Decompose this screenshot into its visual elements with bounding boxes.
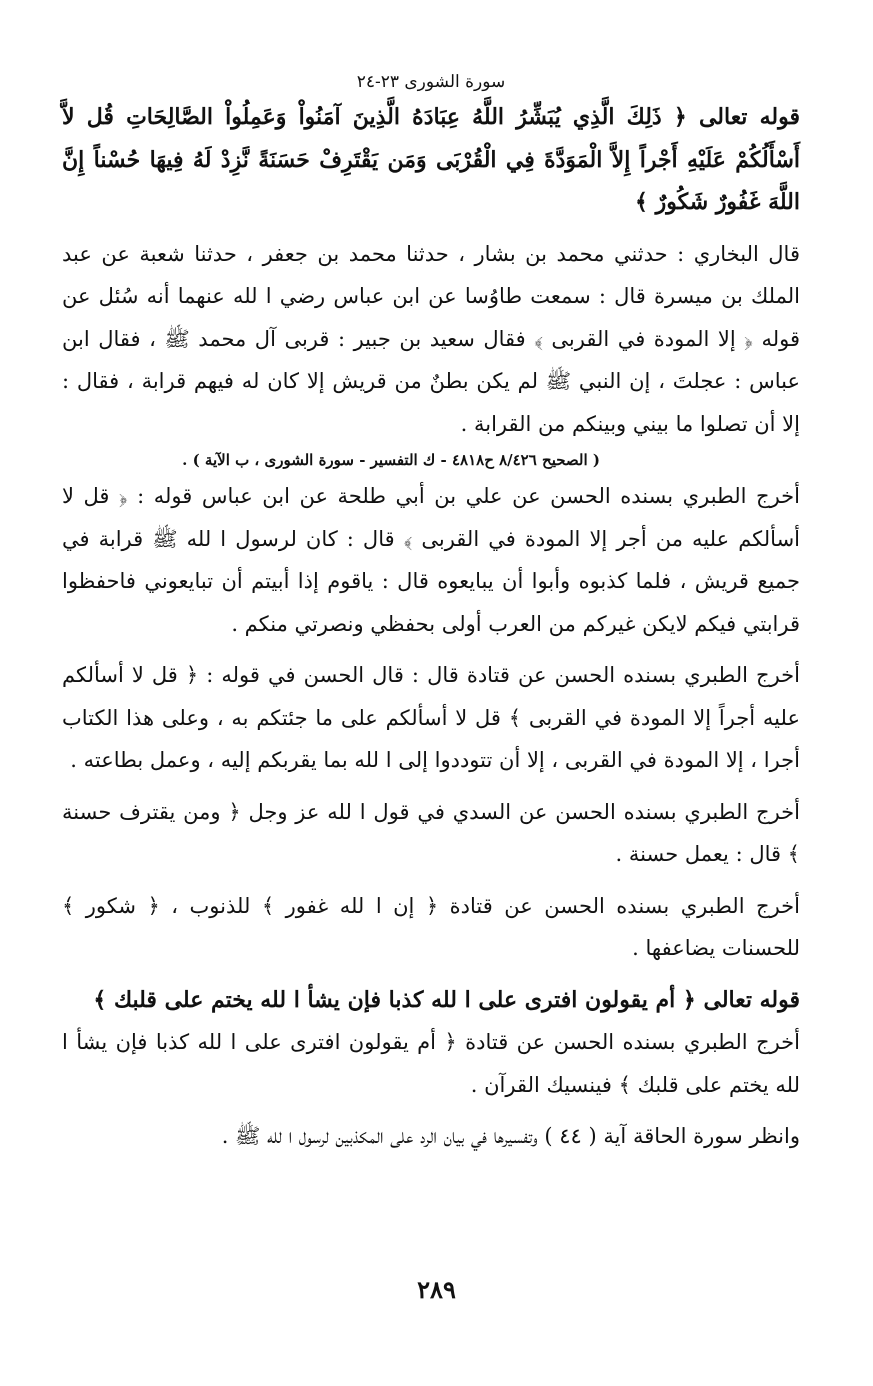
book-page [62,70,800,1350]
running-head: سورة الشورى ٢٣-٢٤ [356,72,506,92]
paragraph-bukhari: قال البخاري : حدثني محمد بن بشار ، حدثنا محمد بن جعفر ، حدثنا شعبة عن عبد الملك بن ميسرة قال : سمعت طاوُسا عن ابن عباس رضي ا لله عنهما أنه سُئل عن قوله ﴿ إلا المودة في القربى ﴾ فقال سعيد بن جبير : قربى آل محمد ﷺ ، فقال ابن عباس : عجلتَ ، إن النبي ﷺ لم يكن بطنٌ من قريش إلا كان له فيهم قرابة ، فقال : إلا أن تصلوا ما بيني وبينكم من القرابة . [62,241,800,436]
paragraph-see-also: وانظر سورة الحاقة آية ( ٤٤ ) وتفسيرها في بيان الرد على المكذبين لرسول ا لله ﷺ . [221,1124,800,1148]
paragraph-tabari-qatada-2: أخرج الطبري بسنده الحسن عن قتادة ﴿ أم يقولون افترى على ا لله كذبا فإن يشأ ا لله يختم على قلبك ﴾ فينسيك القرآن . [62,1030,800,1097]
paragraph-tabari-ibn-abbas: أخرج الطبري بسنده الحسن عن علي بن أبي طلحة عن ابن عباس قوله : ﴿ قل لا أسألكم عليه من أجر إلا المودة في القربى ﴾ قال : كان لرسول ا لله ﷺ قرابة في جميع قريش ، فلما كذبوه وأبوا أن يبايعوه قال : ياقوم إذا أبيتم أن تبايعوني فاحفظوا قرابتي فيكم لايكن غيركم من العرب أولى بحفظي ونصرتي منكم . [62,484,800,636]
hadith-reference: ( الصحيح ٨/٤٢٦ ح٤٨١٨ - ك التفسير - سورة الشورى ، ب الآية ) . [182,451,600,469]
page-number: ٢٨٩ [417,1275,456,1304]
paragraph-tabari-hasan: أخرج الطبري بسنده الحسن عن قتادة قال : قال الحسن في قوله : ﴿ قل لا أسألكم عليه أجراً إلا المودة في القربى ﴾ قل لا أسألكم على ما جئتكم به ، وعلى هذا الكتاب أجرا ، إلا المودة في القربى ، إلا أن تتوددوا إلى ا لله بما يقربكم إليه ، وعمل بطاعته . [62,663,800,772]
paragraph-tabari-qatada: أخرج الطبري بسنده الحسن عن قتادة ﴿ إن ا لله غفور ﴾ للذنوب ، ﴿ شكور ﴾ للحسنات يضاعفها . [62,893,800,960]
paragraph-tabari-suddi: أخرج الطبري بسنده الحسن عن السدي في قول ا لله عز وجل ﴿ ومن يقترف حسنة ﴾ قال : يعمل حسنة . [62,799,800,866]
verse-heading-2: قوله تعالى ﴿ أم يقولون افترى على ا لله كذبا فإن يشأ ا لله يختم على قلبك ﴾ [93,986,800,1013]
verse-heading-1: قوله تعالى ﴿ ذَلِكَ الَّذِي يُبَشِّرُ اللَّهُ عِبَادَهُ الَّذِينَ آمَنُواْ وَعَمِلُواْ الصَّالِحَاتِ قُل لاَّ أَسْأَلُكُمْ عَلَيْهِ أَجْراً إِلاَّ الْمَوَدَّةَ فِي الْقُرْبَى وَمَن يَقْتَرِفْ حَسَنَةً نَّزِدْ لَهُ فِيهَا حُسْناً إِنَّ اللَّهَ غَفُورٌ شَكُورٌ ﴾ [62,104,800,215]
